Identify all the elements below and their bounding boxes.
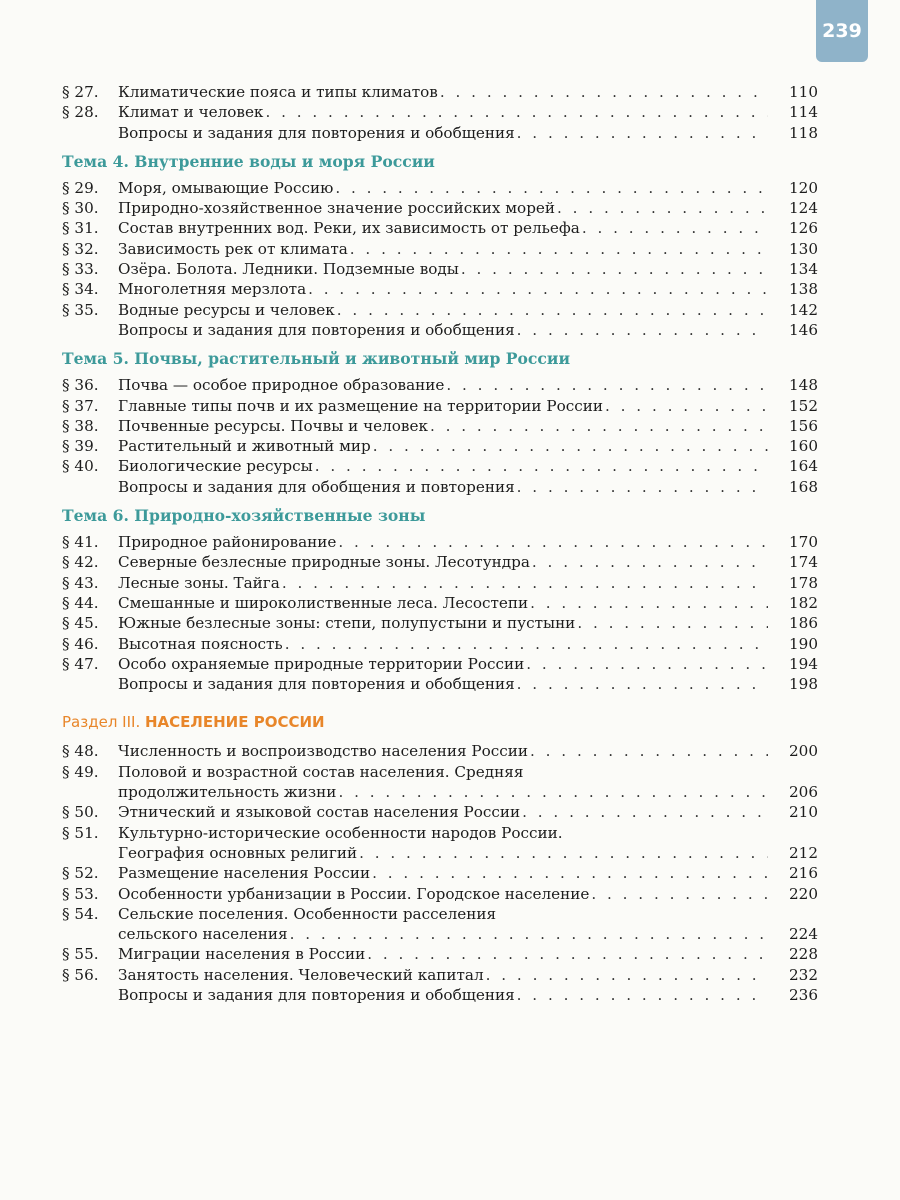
entry-title: Растительный и животный мир [118, 437, 371, 456]
entry-title: Зависимость рек от климата [118, 239, 348, 258]
entry-title: Состав внутренних вод. Реки, их зависимость от рельефа [118, 219, 580, 238]
toc-entry [62, 300, 818, 320]
dot-leader [357, 843, 768, 863]
page-ref: 182 [789, 593, 818, 612]
dot-leader [335, 300, 768, 320]
entry-title: Вопросы и задания для повторения и обобщения [118, 675, 515, 694]
paragraph-number: § 50. [62, 803, 99, 822]
entry-title: Занятость населения. Человеческий капитал [118, 965, 484, 984]
dot-leader [283, 634, 768, 654]
dot-leader [288, 924, 768, 944]
page-number: 239 [816, 0, 868, 62]
paragraph-number: § 37. [62, 396, 99, 415]
dot-leader [306, 279, 768, 299]
entry-title: Природное районирование [118, 533, 337, 552]
theme-heading: Тема 6. Природно-хозяйственные зоны [62, 506, 426, 526]
paragraph-number: § 29. [62, 178, 99, 197]
dot-leader [313, 456, 768, 476]
entry-title-wrap [118, 674, 768, 694]
entry-title: Биологические ресурсы [118, 457, 313, 476]
toc-entry [62, 904, 818, 945]
page-ref: 130 [789, 239, 818, 258]
entry-title-wrap [118, 863, 768, 883]
entry-title-wrap [118, 613, 768, 633]
page-ref: 114 [789, 103, 818, 122]
entry-title-wrap [118, 477, 768, 497]
toc-entry [62, 802, 818, 822]
entry-title: Природно-хозяйственное значение российских морей [118, 199, 556, 218]
dot-leader [370, 863, 768, 883]
dot-leader [530, 552, 768, 572]
entry-title: Вопросы и задания для обобщения и повторения [118, 477, 515, 496]
page-ref: 210 [789, 803, 818, 822]
entry-title: Главные типы почв и их размещение на территории России [118, 396, 603, 415]
toc-entry [62, 456, 818, 476]
dot-leader [575, 613, 768, 633]
entry-title: Высотная поясность [118, 634, 283, 653]
theme-heading: Тема 5. Почвы, растительный и животный мир России [62, 349, 571, 369]
toc-entry [62, 944, 818, 964]
dot-leader [438, 82, 768, 102]
paragraph-number: § 33. [62, 260, 99, 279]
page-ref: 124 [789, 199, 818, 218]
paragraph-number: § 42. [62, 553, 99, 572]
toc-entry [62, 198, 818, 218]
toc-entry [62, 634, 818, 654]
entry-title: Вопросы и задания для повторения и обобщения [118, 320, 515, 339]
dot-leader [459, 259, 768, 279]
page-ref: 224 [789, 925, 818, 944]
dot-leader [520, 802, 768, 822]
entry-title-wrap [118, 279, 768, 299]
paragraph-number: § 28. [62, 103, 99, 122]
entry-title-wrap [118, 102, 768, 122]
page-ref: 148 [789, 376, 818, 395]
entry-title-wrap [118, 456, 768, 476]
entry-title-wrap [118, 944, 768, 964]
toc-entry [62, 613, 818, 633]
page-ref: 220 [789, 884, 818, 903]
entry-title: Климатические пояса и типы климатов [118, 83, 438, 101]
entry-title-wrap [118, 904, 768, 945]
toc-entry [62, 123, 818, 143]
entry-title-wrap [118, 123, 768, 143]
page-ref: 160 [789, 437, 818, 456]
dot-leader [515, 123, 768, 143]
dot-leader [603, 396, 768, 416]
page-ref: 118 [789, 123, 818, 142]
entry-title-wrap [118, 320, 768, 340]
paragraph-number: § 27. [62, 83, 99, 101]
entry-title-wrap [118, 259, 768, 279]
paragraph-number: § 30. [62, 199, 99, 218]
toc-entry [62, 178, 818, 198]
paragraph-number: § 53. [62, 884, 99, 903]
entry-title-line2: География основных религий [118, 843, 358, 862]
dot-leader [515, 674, 768, 694]
dot-leader [528, 593, 768, 613]
toc-entry [62, 863, 818, 883]
paragraph-number: § 38. [62, 416, 99, 435]
entry-title: Смешанные и широколиственные леса. Лесостепи [118, 593, 529, 612]
dot-leader [428, 416, 768, 436]
page-ref: 178 [789, 573, 818, 592]
page-ref: 152 [789, 396, 818, 415]
paragraph-number: § 47. [62, 654, 99, 673]
paragraph-number: § 45. [62, 614, 99, 633]
entry-title-wrap [118, 965, 768, 985]
entry-title-wrap [118, 884, 768, 904]
paragraph-number: § 56. [62, 965, 99, 984]
toc-entry [62, 102, 818, 122]
page-ref: 216 [789, 864, 818, 883]
paragraph-number: § 49. [62, 762, 99, 781]
dot-leader [524, 654, 768, 674]
entry-title-wrap [118, 634, 768, 654]
paragraph-number: § 34. [62, 280, 99, 299]
entry-title-wrap [118, 300, 768, 320]
entry-title-wrap [118, 436, 768, 456]
entry-title: Южные безлесные зоны: степи, полупустыни и пустыни [118, 614, 576, 633]
entry-title-wrap [118, 532, 768, 552]
entry-title-wrap [118, 741, 768, 761]
toc-entry [62, 279, 818, 299]
dot-leader [365, 944, 768, 964]
entry-title-wrap [118, 178, 768, 198]
entry-title-wrap [118, 239, 768, 259]
toc-entry [62, 239, 818, 259]
entry-title: Этнический и языковой состав населения России [118, 803, 521, 822]
paragraph-number: § 55. [62, 945, 99, 964]
page-ref: 236 [789, 985, 818, 1004]
page-ref: 174 [789, 553, 818, 572]
toc-entry [62, 396, 818, 416]
dot-leader [580, 218, 768, 238]
toc-entry [62, 82, 818, 102]
page-ref: 186 [789, 614, 818, 633]
entry-title-line2-wrap [118, 924, 768, 944]
entry-title: Миграции населения в России [118, 945, 366, 964]
entry-title-wrap [118, 396, 768, 416]
entry-title-line2: продолжительность жизни [118, 783, 337, 802]
toc-entry [62, 654, 818, 674]
toc-entry [62, 320, 818, 340]
entry-title-wrap [118, 218, 768, 238]
theme-heading: Тема 4. Внутренние воды и моря России [62, 151, 435, 171]
dot-leader [555, 198, 768, 218]
dot-leader [336, 782, 768, 802]
page-ref: 134 [789, 260, 818, 279]
toc-entry [62, 416, 818, 436]
entry-title-wrap [118, 985, 768, 1005]
page-ref: 194 [789, 654, 818, 673]
paragraph-number: § 52. [62, 864, 99, 883]
paragraph-number: § 40. [62, 457, 99, 476]
dot-leader [280, 573, 768, 593]
dot-leader [515, 985, 768, 1005]
toc-entry [62, 593, 818, 613]
page-ref: 170 [789, 533, 818, 552]
entry-title-line2-wrap [118, 843, 768, 863]
entry-title-wrap [118, 552, 768, 572]
table-of-contents [62, 82, 818, 1005]
entry-title-line1: Сельские поселения. Особенности расселения [118, 904, 497, 923]
toc-entry [62, 573, 818, 593]
page-ref: 228 [789, 945, 818, 964]
page-ref: 138 [789, 280, 818, 299]
entry-title-wrap [118, 375, 768, 395]
entry-title: Почвенные ресурсы. Почвы и человек [118, 416, 428, 435]
paragraph-number: § 32. [62, 239, 99, 258]
toc-entry [62, 741, 818, 761]
entry-title: Климат и человек [118, 103, 264, 122]
page-ref: 190 [789, 634, 818, 653]
page-ref: 156 [789, 416, 818, 435]
toc-entry [62, 552, 818, 572]
toc-entry [62, 965, 818, 985]
page-ref: 146 [789, 320, 818, 339]
page-ref: 232 [789, 965, 818, 984]
entry-title-line1: Культурно-исторические особенности народов России. [118, 823, 563, 842]
toc-entry [62, 532, 818, 552]
dot-leader [348, 239, 768, 259]
entry-title: Вопросы и задания для повторения и обобщения [118, 985, 515, 1004]
paragraph-number: § 35. [62, 300, 99, 319]
entry-title: Почва — особое природное образование [118, 376, 445, 395]
section-title: НАСЕЛЕНИЕ РОССИИ [145, 713, 325, 732]
toc-entry [62, 762, 818, 803]
entry-title: Численность и воспроизводство населения России [118, 742, 528, 761]
entry-title-wrap [118, 762, 768, 803]
toc-entry [62, 985, 818, 1005]
paragraph-number: § 46. [62, 634, 99, 653]
entry-title: Особенности урбанизации в России. Городское население [118, 884, 590, 903]
section-prefix: Раздел III. [62, 713, 141, 732]
paragraph-number: § 31. [62, 219, 99, 238]
page-ref: 164 [789, 457, 818, 476]
page-ref: 120 [789, 178, 818, 197]
paragraph-number: § 54. [62, 904, 99, 923]
paragraph-number: § 51. [62, 823, 99, 842]
entry-title: Особо охраняемые природные территории России [118, 654, 525, 673]
dot-leader [333, 178, 768, 198]
entry-title-wrap [118, 573, 768, 593]
entry-title: Многолетняя мерзлота [118, 280, 307, 299]
entry-title-wrap [118, 823, 768, 864]
dot-leader [336, 532, 768, 552]
entry-title-line2: сельского населения [118, 925, 288, 944]
toc-entry [62, 375, 818, 395]
page-ref: 212 [789, 843, 818, 862]
toc-entry [62, 436, 818, 456]
page-ref: 110 [789, 83, 818, 101]
entry-title: Северные безлесные природные зоны. Лесотундра [118, 553, 530, 572]
page-ref: 206 [789, 783, 818, 802]
entry-title: Озёра. Болота. Ледники. Подземные воды [118, 260, 459, 279]
dot-leader [515, 477, 768, 497]
toc-entry [62, 823, 818, 864]
page-ref: 198 [789, 675, 818, 694]
dot-leader [444, 375, 768, 395]
entry-title-wrap [118, 802, 768, 822]
dot-leader [371, 436, 768, 456]
paragraph-number: § 41. [62, 533, 99, 552]
toc-entry [62, 674, 818, 694]
dot-leader [528, 741, 768, 761]
toc-entry [62, 259, 818, 279]
section-heading [62, 713, 818, 731]
paragraph-number: § 48. [62, 742, 99, 761]
page-ref: 142 [789, 300, 818, 319]
paragraph-number: § 36. [62, 376, 99, 395]
entry-title: Водные ресурсы и человек [118, 300, 335, 319]
dot-leader [589, 884, 768, 904]
entry-title-wrap [118, 654, 768, 674]
entry-title: Моря, омывающие Россию [118, 178, 334, 197]
entry-title-line2-wrap [118, 782, 768, 802]
entry-title-line1: Половой и возрастной состав населения. Средняя [118, 762, 524, 781]
page-ref: 126 [789, 219, 818, 238]
entry-title-wrap [118, 82, 768, 102]
page-ref: 200 [789, 742, 818, 761]
entry-title-wrap [118, 593, 768, 613]
entry-title-wrap [118, 416, 768, 436]
paragraph-number: § 39. [62, 437, 99, 456]
toc-entry [62, 884, 818, 904]
paragraph-number: § 44. [62, 593, 99, 612]
toc-entry [62, 477, 818, 497]
dot-leader [484, 965, 768, 985]
page-ref: 168 [789, 477, 818, 496]
entry-title: Вопросы и задания для повторения и обобщения [118, 123, 515, 142]
dot-leader [263, 102, 768, 122]
entry-title: Размещение населения России [118, 864, 371, 883]
entry-title: Лесные зоны. Тайга [118, 573, 280, 592]
entry-title-wrap [118, 198, 768, 218]
paragraph-number: § 43. [62, 573, 99, 592]
toc-entry [62, 218, 818, 238]
dot-leader [515, 320, 768, 340]
